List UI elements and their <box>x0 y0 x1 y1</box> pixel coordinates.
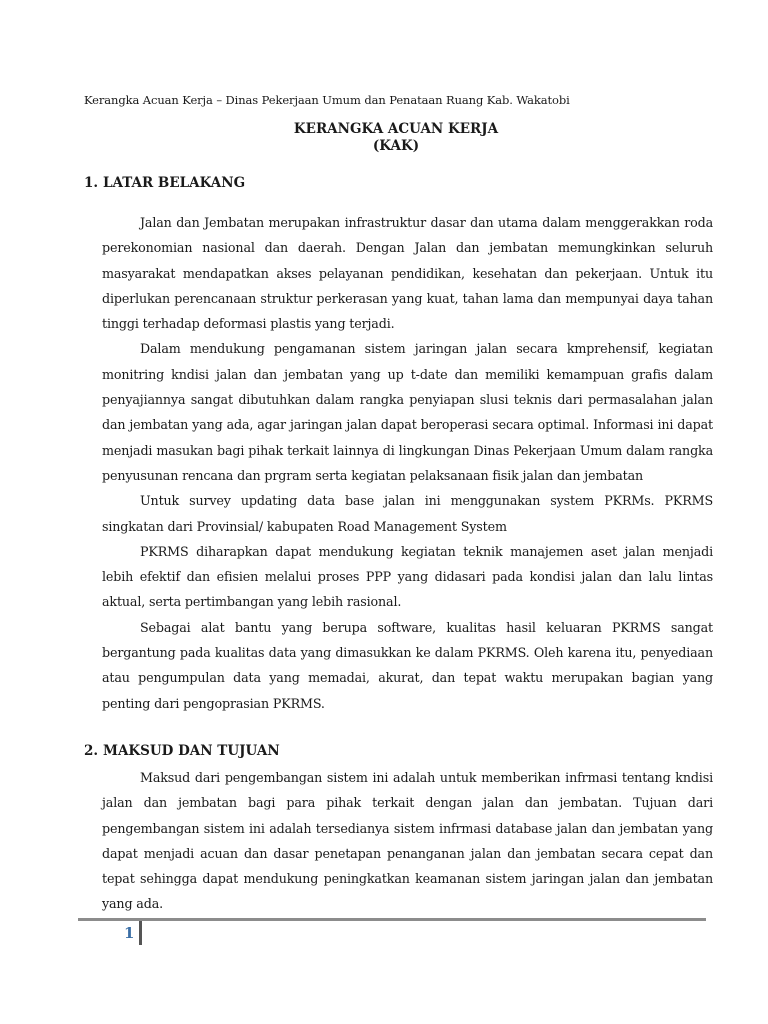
paragraph: PKRMS diharapkan dapat mendukung kegiatan teknik manajemen aset jalan menjadi lebih efektif dan efisien melalui proses PPP yang didasari pada kondisi jalan dan lalu lintas aktual, serta pertimbangan yang lebih rasional. <box>102 543 713 610</box>
document-subtitle: (KAK) <box>372 138 420 154</box>
paragraph: Jalan dan Jembatan merupakan infrastruktur dasar dan utama dalam menggerakkan roda perekonomian nasional dan daerah. Dengan Jalan dan jembatan memungkinkan seluruh masyarakat mendapatkan akses pelayanan pendidikan, kesehatan dan pekerjaan. Untuk itu diperlukan perencanaan struktur perkerasan yang kuat, tahan lama dan mempunyai daya tahan tinggi terhadap deformasi plastis yang terjadi. <box>102 215 713 332</box>
section-title: MAKSUD DAN TUJUAN <box>103 743 280 759</box>
paragraph: Sebagai alat bantu yang berupa software, kualitas hasil keluaran PKRMS sangat bergantung pada kualitas data yang dimasukkan ke dalam PKRMS. Oleh karena itu, penyediaan atau pengumpulan data yang memadai, akurat, dan tepat waktu merupakan bagian yang penting dari pengoprasian PKRMS. <box>102 619 713 711</box>
section-heading-maksud-dan-tujuan <box>84 743 280 759</box>
page-number-divider <box>139 921 142 945</box>
document-title: KERANGKA ACUAN KERJA <box>293 121 499 137</box>
paragraph: Untuk survey updating data base jalan ini menggunakan system PKRMs. PKRMS singkatan dari Provinsial/ kabupaten Road Management System <box>102 493 713 534</box>
paragraph: Maksud dari pengembangan sistem ini adalah untuk memberikan infrmasi tentang kndisi jalan dan jembatan bagi para pihak terkait dengan jalan dan jembatan. Tujuan dari pengembangan sistem ini adalah tersedianya sistem infrmasi database jalan dan jembatan yang dapat menjadi acuan dan dasar penetapan penanganan jalan dan jembatan secara cepat dan tepat sehingga dapat mendukung peningkatkan keamanan sistem jaringan jalan dan jembatan yang ada. <box>102 770 713 912</box>
section-number: 1. <box>84 175 99 191</box>
section-number: 2. <box>84 743 99 759</box>
footer-rule <box>78 918 706 921</box>
section-body-maksud-dan-tujuan <box>102 765 713 917</box>
section-title: LATAR BELAKANG <box>103 175 246 191</box>
paragraph: Dalam mendukung pengamanan sistem jaringan jalan secara kmprehensif, kegiatan monitring kndisi jalan dan jembatan yang up t-date dan memiliki kemampuan grafis dalam penyajiannya sangat dibutuhkan dalam rangka penyiapan slusi teknis dari permasalahan jalan dan jembatan yang ada, agar jaringan jalan dapat beroperasi secara optimal. Informasi ini dapat menjadi masukan bagi pihak terkait lainnya di lingkungan Dinas Pekerjaan Umum dalam rangka penyusunan rencana dan prgram serta kegiatan pelaksanaan fisik jalan dan jembatan <box>102 341 713 483</box>
page-number: 1 <box>124 924 135 942</box>
section-heading-latar-belakang <box>84 175 245 191</box>
running-header: Kerangka Acuan Kerja – Dinas Pekerjaan Umum dan Penataan Ruang Kab. Wakatobi <box>84 93 570 107</box>
section-body-latar-belakang <box>102 210 713 716</box>
